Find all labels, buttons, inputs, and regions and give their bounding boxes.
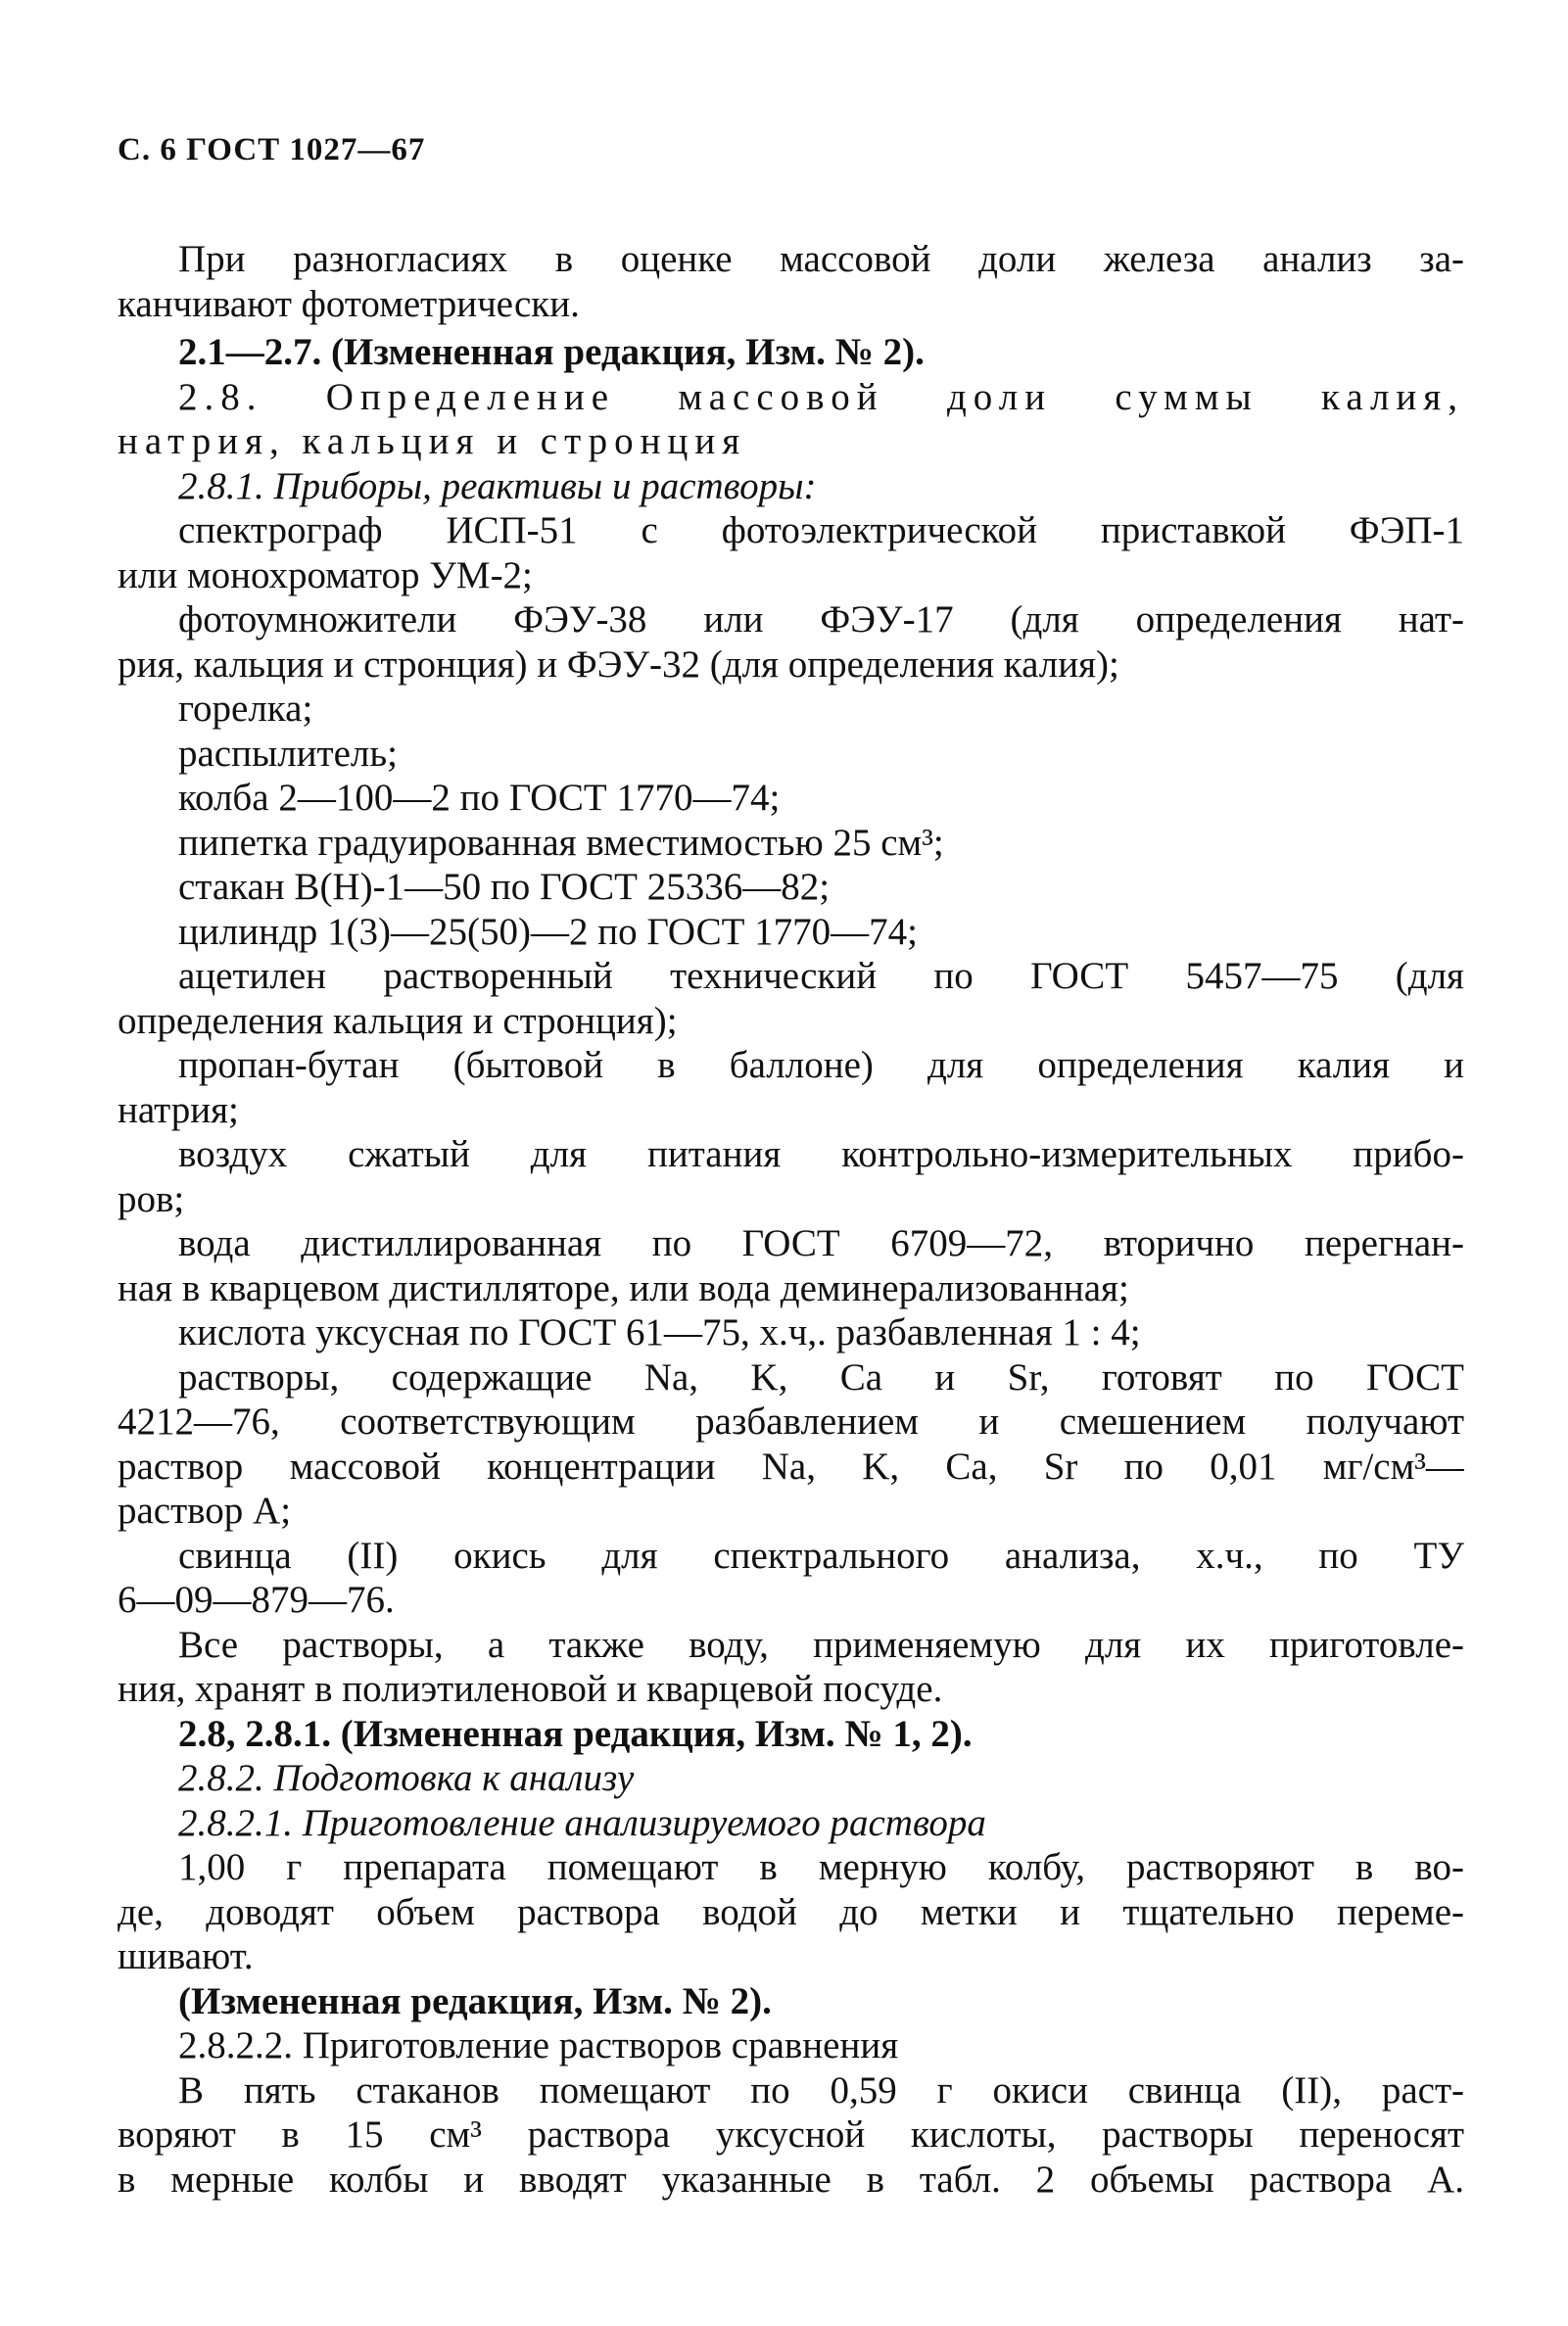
text-line: растворы, содержащие Na, K, Ca и Sr, готовят по ГОСТ xyxy=(178,1355,1464,1399)
text-line: раствор массовой концентрации Na, K, Ca, Sr по 0,01 мг/см³— xyxy=(118,1445,1464,1488)
text-line: натрия, кальция и стронция xyxy=(118,420,747,462)
text-line: рия, кальция и стронция) и ФЭУ-32 (для определения калия); xyxy=(118,642,1119,686)
text-line: спектрограф ИСП-51 с фотоэлектрической приставкой ФЭП-1 xyxy=(178,509,1464,551)
text-line: натрия; xyxy=(118,1088,239,1131)
text-line: пропан-бутан (бытовой в баллоне) для определения калия и xyxy=(178,1044,1464,1086)
text-line: воздух сжатый для питания контрольно-измерительных прибо- xyxy=(178,1133,1464,1175)
text-line: 2.1—2.7. (Измененная редакция, Изм. № 2). xyxy=(178,331,925,373)
body-text xyxy=(118,237,1464,2202)
text-line: 2.8.2.2. Приготовление растворов сравнения xyxy=(178,2024,899,2066)
text-line: ная в кварцевом дистилляторе, или вода деминерализованная; xyxy=(118,1266,1129,1309)
text-line: Все растворы, а также воду, применяемую для их приготовле- xyxy=(178,1623,1464,1666)
text-line: воряют в 15 см³ раствора уксусной кислоты, растворы переносят xyxy=(118,2113,1464,2156)
text-line: де, доводят объем раствора водой до метки и тщательно переме- xyxy=(118,1890,1464,1933)
text-line: ров; xyxy=(118,1177,185,1220)
text-line: 4212—76, соответствующим разбавлением и смешением получают xyxy=(118,1400,1464,1443)
text-line: стакан В(Н)-1—50 по ГОСТ 25336—82; xyxy=(178,866,831,908)
text-line: канчивают фотометрически. xyxy=(118,282,580,325)
text-line: При разногласиях в оценке массовой доли железа анализ за- xyxy=(178,238,1464,280)
text-line: (Измененная редакция, Изм. № 2). xyxy=(178,1979,772,2022)
text-line: 1,00 г препарата помещают в мерную колбу, растворяют в во- xyxy=(178,1846,1464,1888)
text-line: свинца (II) окись для спектрального анализа, х.ч., по ТУ xyxy=(178,1534,1464,1577)
text-line: распылитель; xyxy=(178,732,398,775)
text-line: 6—09—879—76. xyxy=(118,1579,395,1621)
text-line: шивают. xyxy=(118,1935,254,1977)
text-line: 2.8.2.1. Приготовление анализируемого раствора xyxy=(178,1801,986,1844)
page-header: С. 6 ГОСТ 1027—67 xyxy=(118,132,426,167)
text-line: горелка; xyxy=(178,688,313,730)
text-line: 2.8. Определение массовой доли суммы калия, xyxy=(178,375,1464,418)
text-line: фотоумножители ФЭУ-38 или ФЭУ-17 (для определения нат- xyxy=(178,598,1464,641)
text-line: В пять стаканов помещают по 0,59 г окиси свинца (II), раст- xyxy=(178,2068,1464,2112)
text-line: определения кальция и стронция); xyxy=(118,999,678,1042)
text-line: вода дистиллированная по ГОСТ 6709—72, вторично перегнан- xyxy=(178,1222,1464,1264)
text-line: в мерные колбы и вводят указанные в табл. 2 объемы раствора А. xyxy=(118,2158,1464,2201)
text-line: 2.8.2. Подготовка к анализу xyxy=(178,1757,635,1799)
text-line: или монохроматор УМ-2; xyxy=(118,553,533,596)
text-line: пипетка градуированная вместимостью 25 см³; xyxy=(178,821,944,864)
document-page xyxy=(118,132,1464,2202)
text-line: раствор А; xyxy=(118,1490,292,1532)
text-line: цилиндр 1(3)—25(50)—2 по ГОСТ 1770—74; xyxy=(178,910,918,953)
text-line: ацетилен растворенный технический по ГОСТ 5457—75 (для xyxy=(178,955,1464,997)
text-line: 2.8.1. Приборы, реактивы и растворы: xyxy=(178,464,817,507)
text-line: колба 2—100—2 по ГОСТ 1770—74; xyxy=(178,777,781,819)
text-line: ния, хранят в полиэтиленовой и кварцевой посуде. xyxy=(118,1668,943,1710)
text-line: кислота уксусная по ГОСТ 61—75, х.ч,. разбавленная 1 : 4; xyxy=(178,1311,1141,1353)
text-line: 2.8, 2.8.1. (Измененная редакция, Изм. № 1, 2). xyxy=(178,1712,973,1755)
